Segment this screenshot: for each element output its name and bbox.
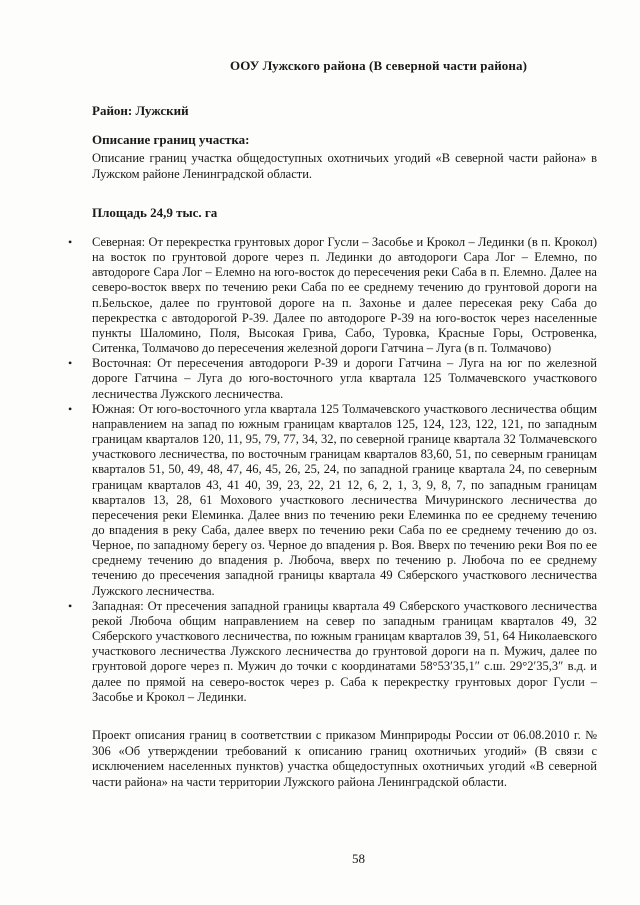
area-label: Площадь 24,9 тыс. га [92,205,218,220]
boundary-south [62,402,597,599]
footer-paragraph: Проект описания границ в соответствии с приказом Минприроды России от 06.08.2010 г. № 306 «Об утверждении требований к описанию границ охотничьих угодий» (В связи с исключением населенных пунктов) участка общедоступных охотничьих угодий «В северной части района» на части территории Лужского района Ленинградской области. [92,728,597,789]
boundary-east [62,356,597,401]
bullet-icon: • [68,235,73,249]
boundaries-list [62,235,597,705]
boundary-north-text: Северная: От перекрестка грунтовых дорог Гусли – Засобье и Крокол – Лединки (в п. Крокол) на восток по грунтовой дороге через п. Лединки до автодороги Сара Лог – Елемно, по автодороге Сара Лог – Елемно на юго-восток до пересечения реки Саба в п. Елемно. Далее на северо-восток вверх по течению реки Саба по ее среднему течению до грунтовой дороги на п.Бельское, далее по грунтовой дороге на п. Захонье и далее пересекая реку Саба до перекрестка с автодорогой Р-39. Далее по автодороге Р-39 на юго-восток через населенные пункты Шаломино, Поля, Высокая Грива, Сабо, Туровка, Красные Горы, Островенка, Ситенка, Толмачово до пересечения железной дороги Гатчина – Луга (в п. Толмачово) [92,235,597,356]
district-label: Район: Лужский [92,103,189,118]
document-title: ООУ Лужского района (В северной части района) [230,58,528,73]
boundary-east-text: Восточная: От пересечения автодороги Р-39 и дороги Гатчина – Луга на юг по железной дороге Гатчина – Луга до юго-восточного угла квартала 125 Толмачевского участкового лесничества Лужского лесничества. [92,356,597,401]
intro-paragraph: Описание границ участка общедоступных охотничьих угодий «В северной части района» в Лужском районе Ленинградской области. [92,151,597,181]
boundaries-heading: Описание границ участка: [92,132,250,147]
bullet-icon: • [68,598,73,613]
bullet-icon: • [68,356,73,371]
page-number: 58 [352,851,365,866]
boundary-west-text: Западная: От пресечения западной границы квартала 49 Сяберского участкового лесничества рекой Любоча общим направлением на север по западным границам кварталов 49, 32 Сяберского участкового лесничества, по южным границам кварталов 39, 51, 64 Николаевского участкового лесничества Лужского лесничества до грунтовой дороги на п. Мужич, далее по грунтовой дороге через п. Мужич до точки с координатами 58°53′35,1″ с.ш. 29°2′35,3″ в.д. и далее по прямой на северо-восток через р. Саба к перекрестку грунтовых дорог Гусли – Засобье и Крокол – Лединки. [92,598,597,704]
boundary-north [62,235,597,356]
bullet-icon: • [68,401,73,416]
boundary-south-text: Южная: От юго-восточного угла квартала 125 Толмачевского участкового лесничества общим направлением на запад по южным границам кварталов 125, 124, 123, 122, 121, по западным границам кварталов 120, 11, 95, 79, 77, 34, 32, по северной границе квартала 32 Толмачевского участкового лесничества, по восточным границам кварталов 83,60, 51, по северным границам кварталов 51, 50, 49, 48, 47, 46, 45, 26, 25, 24, по западной границе квартала 24, по северным границам кварталов 43, 41 40, 39, 23, 22, 21 12, 6, 2, 1, 3, 9, 8, 7, по западным границам кварталов 13, 28, 61 Мохового участкового лесничества Мичуринского лесничества до пересечения реки Еleминка. Далее вниз по течению реки Елеминка по ее среднему течению до впадения в реку Саба, далее вверх по течению реки Саба по ее среднему течению до оз. Черное, по западному берегу оз. Черное до впадения р. Воя. Вверх по течению реки Воя по ее среднему течению до впадения р. Любоча, вверх по течению р. Любоча по ее среднему течению до пресечения западной границы квартала 49 Сяберского участкового лесничества Лужского лесничества. [92,401,597,598]
boundary-west [62,599,597,705]
